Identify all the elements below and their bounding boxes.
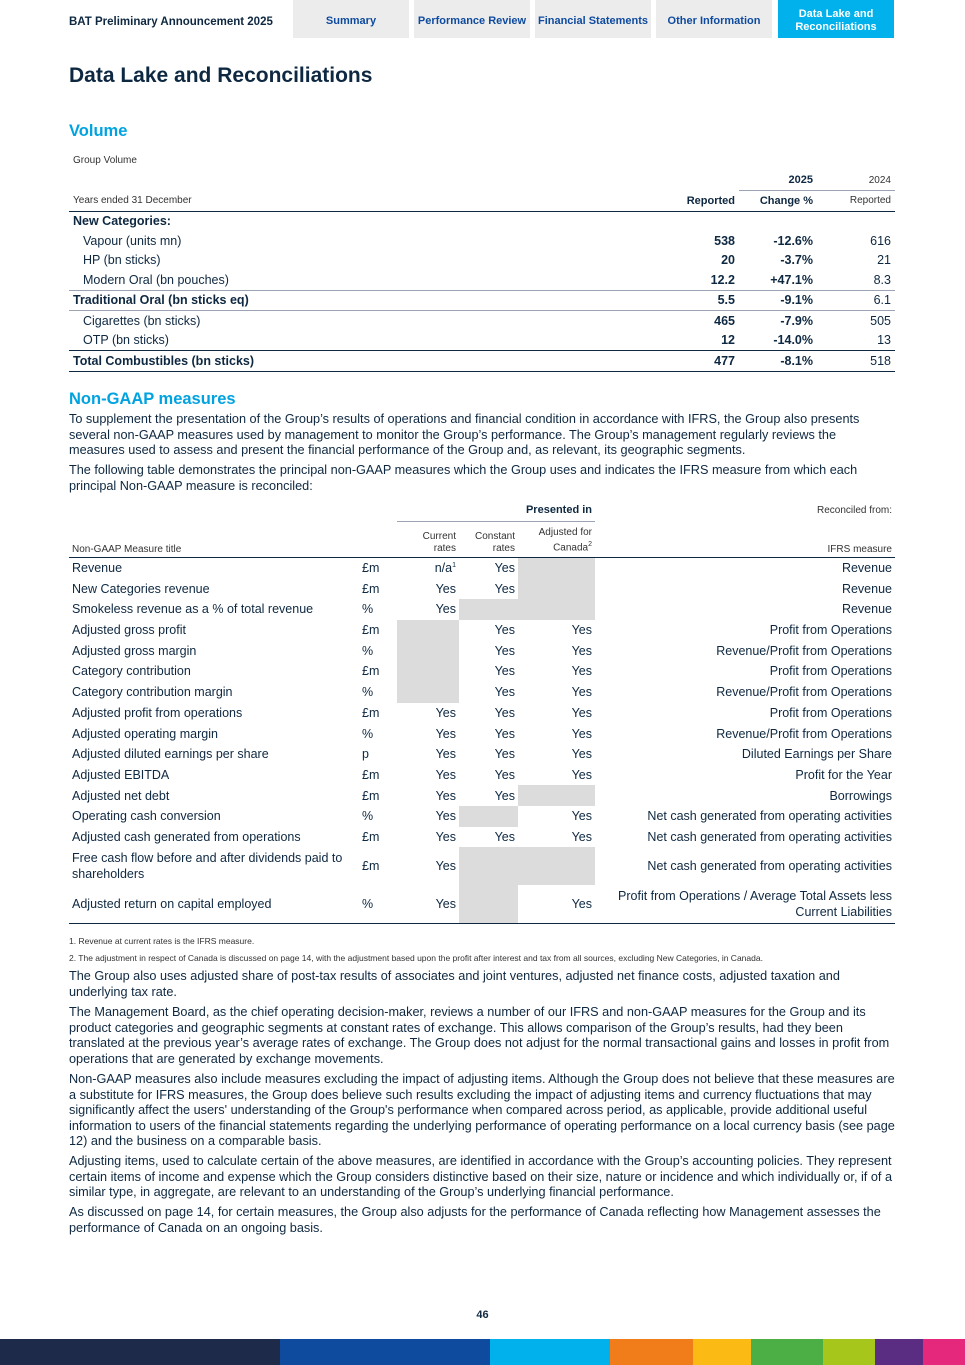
- col-title-header: Non-GAAP Measure title: [69, 521, 359, 557]
- current-rates-cell: Yes: [435, 726, 456, 741]
- adjusted-canada-cell: Yes: [571, 726, 592, 741]
- value-2025: 465: [659, 311, 739, 331]
- ifrs-measure: Borrowings: [829, 788, 892, 803]
- value-2024: 8.3: [873, 272, 891, 287]
- table-row: [69, 270, 895, 290]
- tab-summary[interactable]: Summary: [293, 0, 409, 38]
- adjusted-canada-cell: Yes: [571, 664, 592, 679]
- tab-financial-statements[interactable]: Financial Statements: [535, 0, 651, 38]
- measure-unit: £m: [362, 664, 380, 679]
- row-label-header: Years ended 31 December: [69, 191, 659, 212]
- constant-rates-cell: [459, 599, 518, 620]
- table-row: [69, 785, 895, 806]
- measure-title: Free cash flow before and after dividends paid to shareholders: [72, 851, 343, 882]
- table-row: [69, 599, 895, 620]
- footnote-2: 2. The adjustment in respect of Canada is discussed on page 14, with the adjustment based upon the profit after interest and tax from all sources, excluding New Categories, in Canada.: [69, 953, 763, 963]
- measure-title: New Categories revenue: [72, 581, 210, 596]
- value-change: -3.7%: [780, 253, 813, 268]
- current-rates-cell: [397, 640, 459, 661]
- paragraph-1: The Group also uses adjusted share of post-tax results of associates and joint ventures, adjusted net finance costs, adjusted taxation and underlying tax rate.: [69, 969, 840, 999]
- value-2024: 21: [877, 253, 891, 268]
- current-rates-cell: Yes: [435, 859, 456, 874]
- constant-rates-cell: Yes: [494, 664, 515, 679]
- footnote-1: 1. Revenue at current rates is the IFRS measure.: [69, 936, 255, 946]
- measure-title: Adjusted diluted earnings per share: [72, 747, 269, 762]
- ifrs-measure: Revenue/Profit from Operations: [716, 726, 892, 741]
- ifrs-measure: Net cash generated from operating activities: [647, 809, 892, 824]
- measure-title: Adjusted gross margin: [72, 643, 197, 658]
- ifrs-measure: Profit from Operations: [769, 623, 892, 638]
- page-title: Data Lake and Reconciliations: [69, 64, 373, 87]
- ifrs-measure: Revenue: [841, 581, 892, 596]
- adjusted-canada-cell: [518, 785, 595, 806]
- measure-title: Adjusted profit from operations: [72, 705, 243, 720]
- presented-in-header: Presented in: [397, 500, 595, 521]
- col-reported: Reported: [659, 191, 739, 212]
- constant-rates-cell: Yes: [494, 685, 515, 700]
- current-rates-cell: Yes: [435, 581, 456, 596]
- ifrs-measure: Profit from Operations: [769, 664, 892, 679]
- row-label: OTP (bn sticks): [83, 333, 169, 348]
- constant-rates-cell: Yes: [494, 829, 515, 844]
- table-row: [69, 557, 895, 578]
- adjusted-canada-cell: Yes: [571, 643, 592, 658]
- ifrs-measure: Diluted Earnings per Share: [741, 747, 892, 762]
- measure-unit: £m: [362, 829, 380, 844]
- value-2025: 12: [721, 333, 735, 348]
- table-row: [69, 331, 895, 351]
- row-label: New Categories:: [73, 214, 171, 229]
- value-2024: 518: [817, 351, 895, 372]
- current-rates-cell: [397, 620, 459, 641]
- measure-title: Adjusted return on capital employed: [69, 885, 359, 924]
- value-2024: 13: [877, 333, 891, 348]
- current-rates-cell: $n/a^1$: [434, 561, 456, 576]
- adjusted-canada-cell: Yes: [571, 767, 592, 782]
- value-2024: 505: [817, 311, 895, 331]
- col-ifrs-header: IFRS measure: [595, 521, 895, 557]
- constant-rates-cell: Yes: [494, 561, 515, 576]
- table-row: [69, 351, 895, 372]
- paragraph-5: As discussed on page 14, for certain measures, the Group also adjusts for the performance of Canada reflecting how Management assesses the performance of Canada on an ongoing basis.: [69, 1205, 881, 1235]
- ifrs-measure: Profit from Operations: [769, 705, 892, 720]
- adjusted-canada-cell: Yes: [571, 705, 592, 720]
- table-row: [69, 211, 895, 231]
- page-number: 46: [476, 1309, 489, 1321]
- constant-rates-cell: Yes: [494, 747, 515, 762]
- measure-unit: %: [362, 809, 374, 824]
- value-2025: 538: [714, 233, 735, 248]
- value-change: -8.1%: [739, 351, 817, 372]
- value-2025: 20: [721, 253, 735, 268]
- adjusted-canada-cell: Yes: [571, 829, 592, 844]
- row-label: Traditional Oral (bn sticks eq): [69, 290, 659, 311]
- current-rates-cell: Yes: [435, 705, 456, 720]
- table-caption: Group Volume: [73, 155, 137, 167]
- year-2025: 2025: [739, 171, 817, 191]
- ifrs-measure: Revenue: [841, 561, 892, 576]
- constant-rates-cell: Yes: [494, 623, 515, 638]
- measure-unit: p: [362, 747, 369, 762]
- measure-unit: £m: [362, 561, 380, 576]
- current-rates-cell: Yes: [435, 747, 456, 762]
- intro-paragraph-2: The following table demonstrates the principal non-GAAP measures which the Group uses and indicates the IFRS measure from which each principal Non-GAAP measure is reconciled:: [69, 463, 858, 493]
- measure-title: Adjusted operating margin: [72, 726, 218, 741]
- value-change: +47.1%: [770, 272, 813, 287]
- table-row: [69, 620, 895, 641]
- current-rates-cell: [397, 661, 459, 682]
- table-row: [69, 231, 895, 251]
- table-row: [69, 703, 895, 724]
- table-row: [69, 806, 895, 827]
- top-navigation: [0, 0, 965, 38]
- paragraph-3: Non-GAAP measures also include measures excluding the impact of adjusting items. Although the Group does not believe that these measures are a substitute for IFRS measures, the Group does believe such results excluding the impact of adjusting items and currency fluctuations that may significantly affect the users' understanding of the Group's performance when compared across period, as applicable, provide additional useful information to users of the financial statements regarding the underlying performance of operating performance on a local currency basis (see page 12) and the business on a comparable basis.: [69, 1072, 895, 1148]
- measure-title: Category contribution: [72, 664, 191, 679]
- table-row: [69, 578, 895, 599]
- adjusted-canada-cell: [518, 599, 595, 620]
- constant-rates-cell: [459, 806, 518, 827]
- measure-unit: %: [362, 643, 374, 658]
- measure-unit: £m: [362, 623, 380, 638]
- measure-unit: £m: [362, 767, 380, 782]
- intro-paragraph-1: To supplement the presentation of the Group’s results of operations and financial condition in accordance with IFRS, the Group also presents several non-GAAP measures used by management to monitor the Group’s performance. The Group’s management regularly reviews the measures used to assess and present the financial performance of the Group and, as relevant, its geographic segments.: [69, 412, 860, 457]
- adjusted-canada-cell: Yes: [571, 685, 592, 700]
- measure-unit: %: [362, 602, 374, 617]
- measure-unit: %: [362, 685, 374, 700]
- ifrs-measure: Revenue/Profit from Operations: [716, 643, 892, 658]
- value-change: [739, 211, 817, 231]
- ifrs-measure: Profit for the Year: [795, 767, 892, 782]
- current-rates-cell: Yes: [435, 829, 456, 844]
- row-label: Total Combustibles (bn sticks): [69, 351, 659, 372]
- constant-rates-cell: [459, 885, 518, 924]
- tab-performance-review[interactable]: Performance Review: [414, 0, 530, 38]
- measure-title: Adjusted gross profit: [72, 623, 186, 638]
- table-row: [69, 827, 895, 848]
- col-adjusted-header: Adjusted for Canada$^2$: [518, 521, 595, 557]
- ifrs-measure: Revenue/Profit from Operations: [716, 685, 892, 700]
- ifrs-measure: Profit from Operations / Average Total Assets less Current Liabilities: [595, 885, 895, 924]
- nongaap-table: [69, 500, 895, 924]
- value-2025: 5.5: [659, 290, 739, 311]
- table-row: [69, 723, 895, 744]
- adjusted-canada-cell: [518, 847, 595, 885]
- ifrs-measure: Net cash generated from operating activities: [647, 859, 892, 874]
- constant-rates-cell: Yes: [494, 788, 515, 803]
- adjusted-canada-cell: Yes: [571, 623, 592, 638]
- table-row: [69, 290, 895, 311]
- value-change: -9.1%: [739, 290, 817, 311]
- year-2024: 2024: [817, 171, 895, 191]
- col-reported-2024: Reported: [817, 191, 895, 212]
- value-2025: 12.2: [710, 272, 735, 287]
- measure-unit: £m: [362, 705, 380, 720]
- value-2024: [817, 211, 895, 231]
- tab-other-information[interactable]: Other Information: [656, 0, 772, 38]
- value-2024: 616: [870, 233, 891, 248]
- table-row: [69, 847, 895, 885]
- adjusted-canada-cell: Yes: [518, 885, 595, 924]
- measure-title: Adjusted net debt: [72, 788, 170, 803]
- table-row: [69, 251, 895, 271]
- value-2024: 6.1: [817, 290, 895, 311]
- ifrs-measure: Revenue: [841, 602, 892, 617]
- value-2025: [659, 211, 739, 231]
- reconciled-from-header: Reconciled from:: [816, 505, 892, 517]
- table-row: [69, 885, 895, 924]
- tab-data-lake[interactable]: Data Lake and Reconciliations: [778, 0, 894, 38]
- constant-rates-cell: [459, 847, 518, 885]
- measure-title: Revenue: [72, 561, 123, 576]
- measure-title: Category contribution margin: [72, 685, 233, 700]
- brand-title: BAT Preliminary Announcement 2025: [69, 16, 273, 28]
- value-change: -12.6%: [773, 233, 813, 248]
- constant-rates-cell: Yes: [494, 581, 515, 596]
- current-rates-cell: Yes: [397, 885, 459, 924]
- constant-rates-cell: Yes: [494, 726, 515, 741]
- row-label: Modern Oral (bn pouches): [83, 272, 229, 287]
- measure-title: Adjusted EBITDA: [72, 767, 170, 782]
- constant-rates-cell: Yes: [494, 767, 515, 782]
- table-row: [69, 661, 895, 682]
- ifrs-measure: Net cash generated from operating activities: [647, 829, 892, 844]
- measure-title: Adjusted cash generated from operations: [72, 829, 301, 844]
- value-2025: 477: [659, 351, 739, 372]
- adjusted-canada-cell: Yes: [571, 747, 592, 762]
- current-rates-cell: Yes: [435, 809, 456, 824]
- paragraph-2: The Management Board, as the chief operating decision-maker, reviews a number of our IFRS and non-GAAP measures for the Group and its product categories and geographic segments at constant rates of exchange. This allows comparison of the Group’s results, had they been translated at the previous year’s average rates of exchange. The Group does not adjust for the normal transactional gains and losses in profit from operations that are generated by exchange movements.: [69, 1005, 890, 1066]
- measure-title: Smokeless revenue as a % of total revenue: [72, 602, 314, 617]
- col-change: Change %: [739, 191, 817, 212]
- current-rates-cell: Yes: [435, 788, 456, 803]
- table-row: [69, 682, 895, 703]
- adjusted-canada-cell: [518, 578, 595, 599]
- row-label: Cigarettes (bn sticks): [69, 311, 659, 331]
- measure-unit: £m: [362, 859, 380, 874]
- row-label: Vapour (units mn): [83, 233, 182, 248]
- value-change: -14.0%: [773, 333, 813, 348]
- adjusted-canada-cell: Yes: [571, 809, 592, 824]
- col-constant-header: Constant rates: [459, 521, 518, 557]
- measure-unit: %: [359, 885, 397, 924]
- col-current-header: Current rates: [397, 521, 459, 557]
- value-change: -7.9%: [739, 311, 817, 331]
- adjusted-canada-cell: [518, 557, 595, 578]
- measure-unit: £m: [362, 788, 380, 803]
- nongaap-heading: Non-GAAP measures: [69, 390, 236, 408]
- current-rates-cell: [397, 682, 459, 703]
- constant-rates-cell: Yes: [494, 643, 515, 658]
- volume-table: [69, 151, 895, 372]
- measure-unit: %: [362, 726, 374, 741]
- table-row: [69, 765, 895, 786]
- current-rates-cell: Yes: [435, 767, 456, 782]
- current-rates-cell: Yes: [435, 602, 456, 617]
- table-row: [69, 640, 895, 661]
- table-row: [69, 744, 895, 765]
- volume-heading: Volume: [69, 122, 128, 140]
- constant-rates-cell: Yes: [494, 705, 515, 720]
- row-label: HP (bn sticks): [83, 253, 161, 268]
- measure-title: Operating cash conversion: [72, 809, 221, 824]
- paragraph-4: Adjusting items, used to calculate certain of the above measures, are identified in accordance with the Group’s accounting policies. They represent certain items of income and expense which the Group considers distinctive based on their size, nature or incidence and which individually or, if of a similar type, in aggregate, are relevant to an understanding of the Group’s underlying financial performance.: [69, 1154, 893, 1199]
- measure-unit: £m: [362, 581, 380, 596]
- table-row: [69, 311, 895, 331]
